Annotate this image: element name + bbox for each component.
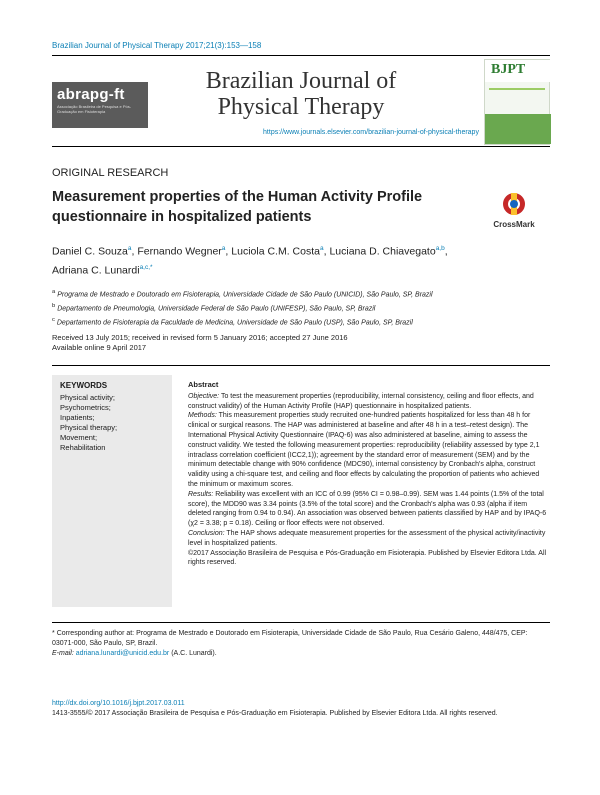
journal-title-line2: Physical Therapy: [217, 94, 385, 120]
abstract-conclusion: [188, 529, 550, 549]
abrapg-logo-text: abrapg-ft: [57, 86, 125, 103]
keyword-item: Inpatients;: [60, 413, 95, 422]
author-affil-sup[interactable]: a: [221, 245, 226, 252]
page-footer: [52, 699, 550, 719]
crossmark-label: CrossMark: [493, 220, 535, 229]
objective-label: Objective:: [188, 392, 220, 400]
keywords-heading: KEYWORDS: [60, 381, 108, 390]
abstract: [188, 380, 550, 568]
methods-label: Methods:: [188, 412, 217, 420]
crossmark-icon: [484, 190, 544, 232]
journal-citation[interactable]: Brazilian Journal of Physical Therapy 2017;21(3):153—158: [52, 41, 262, 50]
keywords-box: [52, 375, 172, 607]
keyword-item: Psychometrics;: [60, 403, 111, 412]
correspondence-star: *: [52, 630, 55, 637]
abstract-methods: [188, 411, 550, 489]
journal-title-line1: Brazilian Journal of: [205, 68, 397, 94]
journal-masthead: [52, 55, 550, 147]
abrapg-logo-subtitle: Associação Brasileira de Pesquisa e Pós-Graduação em Fisioterapia: [57, 104, 132, 114]
keyword-item: Movement;: [60, 433, 98, 442]
affiliation-label: c: [52, 316, 55, 323]
author-name[interactable]: Adriana C. Lunardi: [52, 264, 140, 276]
author-affil-sup[interactable]: a,c,*: [139, 263, 153, 271]
affiliation-item: [52, 301, 550, 315]
methods-text: This measurement properties study recruited one-hundred patients hospitalized for less than 48 h for clinical or surgical reasons. The HAP was administered at baseline and after 48 h in a test–retest design). The International Physical Activity Questionnaire (IPAQ-6) was also administered at baseline, aiming to assess the construct validity. We tested the following measurement properties: reproducibility (reliability assessed by type 2,1 intraclass correlation coefficient (ICC2,1)); agreement by the standard error of measurement (SEM) and by the minimum detectable change with 90% confidence (MDC90), internal consistency by Cronbach's alpha, construct validity using a chi-square test, and ceiling and floor effects by calculating the proportion of patients who achieved the minimum or maximum scores.: [188, 412, 540, 488]
journal-url-link[interactable]: https://www.journals.elsevier.com/brazilian-journal-of-physical-therapy: [263, 129, 479, 136]
journal-cover-thumbnail[interactable]: [484, 59, 550, 145]
conclusion-text: The HAP shows adequate measurement properties for the assessment of the physical activity/inactivity level in hospitalized patients.: [188, 529, 546, 547]
crossmark-badge[interactable]: [484, 190, 544, 232]
author-list: Daniel C. Souza$^a$, Fernando Wegner$^a$, Luciola C.M. Costa$^a$, Luciana D. Chiavegato$^{a,b}$, Adriana C. Lunardi$^{a,c,*}$: [52, 245, 448, 276]
author-affil-sup[interactable]: a: [319, 245, 324, 252]
author-affil-sup[interactable]: a,b: [435, 245, 445, 252]
email-label: E-mail:: [52, 649, 74, 657]
abstract-heading: Abstract: [188, 380, 219, 389]
correspondence-email-line: [52, 649, 550, 659]
affiliation-item: [52, 315, 550, 329]
issn-copyright: 1413-3555/© 2017 Associação Brasileira de Pesquisa e Pós-Graduação em Fisioterapia. Published by Elsevier Editora Ltda. All rights reserved.: [52, 710, 498, 717]
keyword-item: Rehabilitation: [60, 443, 106, 452]
doi-link[interactable]: http://dx.doi.org/10.1016/j.bjpt.2017.03.011: [52, 700, 185, 707]
abstract-copyright: ©2017 Associação Brasileira de Pesquisa e Pós-Graduação em Fisioterapia. Published by Elsevier Editora Ltda. All rights reserved.: [188, 549, 547, 567]
email-suffix: (A.C. Lunardi).: [171, 649, 217, 657]
article-title: Measurement properties of the Human Activity Profile questionnaire in hospitalized patients: [52, 189, 423, 225]
author-name[interactable]: Luciana D. Chiavegato: [329, 245, 436, 258]
affiliation-text: Departamento de Pneumologia, Universidade Federal de São Paulo (UNIFESP), São Paulo, SP, Brazil: [57, 305, 376, 313]
affiliation-label: b: [52, 302, 56, 309]
article-history: [52, 333, 550, 353]
affiliation-label: a: [52, 289, 56, 295]
online-date: Available online 9 April 2017: [52, 343, 147, 352]
abstract-results: [188, 490, 550, 529]
cover-label: BJPT: [491, 62, 526, 77]
affiliation-text: Programa de Mestrado e Doutorado em Fisioterapia, Universidade Cidade de São Paulo (UNICID), São Paulo, SP, Brazil: [57, 291, 433, 299]
author-name[interactable]: Fernando Wegner: [137, 245, 222, 258]
results-label: Results:: [188, 490, 214, 498]
affiliations: [52, 287, 550, 328]
results-text: Reliability was excellent with an ICC of 0.99 (95% CI = 0.98–0.99). SEM was 1.44 points (1.5% of the total score), the MDD90 was 3.34 points (3.5% of the total score) and the Cronbach's alpha was 0.93 (alpha if item deleted ranging from 0.94 to 0.94). An association was observed between patients classified by HAP and by IPAQ-6 (χ2 = 3.38; p = 0.18). Ceiling or floor effects were not observed.: [188, 490, 547, 528]
keyword-item: Physical activity;: [60, 393, 116, 402]
section-label: ORIGINAL RESEARCH: [52, 167, 169, 179]
author-name[interactable]: Luciola C.M. Costa: [231, 245, 320, 258]
affiliation-text: Departamento de Fisioterapia da Faculdade de Medicina, Universidade de São Paulo (USP), São Paulo, SP, Brazil: [56, 318, 413, 326]
section-divider: [52, 365, 550, 366]
affiliation-item: [52, 287, 550, 301]
objective-text: To test the measurement properties (reproducibility, internal consistency, ceiling and floor effects, and construct validity) of the Human Activity Profile (HAP) questionnaire in hospitalized patients.: [188, 392, 534, 410]
email-link[interactable]: adriana.lunardi@unicid.edu.br: [75, 649, 170, 657]
author-affil-sup[interactable]: a: [127, 245, 132, 252]
correspondence-text-line: [52, 629, 550, 649]
correspondence-text: Corresponding author at: Programa de Mestrado e Doutorado em Fisioterapia, Universidade Cidade de São Paulo, Rua Cesário Galeno, 448/475, CEP: 03071-000, São Paulo, SP, Brazil.: [52, 630, 528, 647]
footnote-divider: [52, 622, 550, 623]
keyword-item: Physical therapy;: [60, 423, 118, 432]
journal-title: [52, 68, 550, 120]
correspondence-note: [52, 629, 550, 658]
conclusion-label: Conclusion:: [188, 529, 225, 537]
abstract-objective: [188, 392, 550, 412]
author-name[interactable]: Daniel C. Souza: [52, 245, 128, 258]
received-dates: Received 13 July 2015; received in revised form 5 January 2016; accepted 27 June 2016: [52, 333, 348, 342]
